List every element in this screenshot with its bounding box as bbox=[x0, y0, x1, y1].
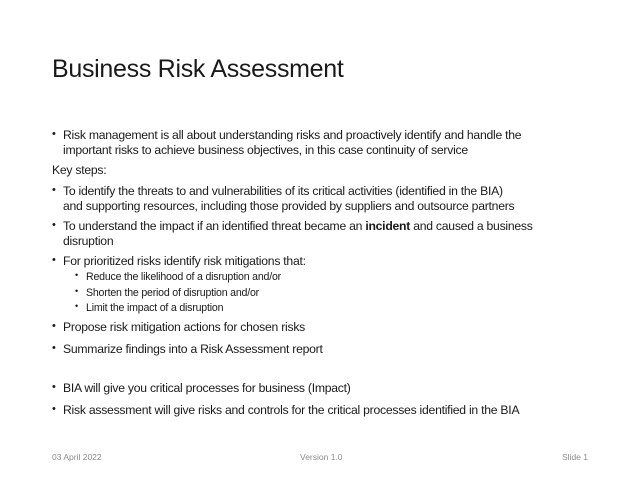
bullet-icon: • bbox=[52, 342, 56, 354]
sub-item: Shorten the period of disruption and/or bbox=[86, 287, 260, 299]
bullet-icon: • bbox=[52, 320, 56, 332]
step1-line-1: To identify the threats to and vulnerabilities of its critical activities (identified in the BIA) bbox=[63, 184, 503, 198]
key-steps-label: Key steps: bbox=[52, 163, 107, 177]
step4: Propose risk mitigation actions for chosen risks bbox=[63, 320, 306, 334]
step3: For prioritized risks identify risk mitigations that: bbox=[63, 254, 306, 268]
bullet-icon: • bbox=[75, 301, 79, 311]
footer-slide-number: Slide 1 bbox=[562, 452, 588, 462]
footer-version: Version 1.0 bbox=[300, 452, 343, 462]
footer-date: 03 April 2022 bbox=[52, 452, 102, 462]
step2-bold: incident bbox=[365, 219, 411, 233]
note1: BIA will give you critical processes for business (Impact) bbox=[63, 381, 351, 395]
bullet-icon: • bbox=[75, 270, 79, 280]
intro-line-1: Risk management is all about understanding risks and proactively identify and handle the bbox=[63, 128, 522, 142]
bullet-icon: • bbox=[52, 184, 56, 196]
step5: Summarize findings into a Risk Assessment report bbox=[63, 342, 323, 356]
step2-line-1 bbox=[63, 219, 533, 234]
intro-line-2: important risks to achieve business objectives, in this case continuity of service bbox=[63, 143, 468, 157]
note2: Risk assessment will give risks and controls for the critical processes identified in the BIA bbox=[63, 403, 520, 417]
slide-title: Business Risk Assessment bbox=[52, 55, 344, 83]
sub-item: Limit the impact of a disruption bbox=[86, 302, 224, 314]
bullet-icon: • bbox=[52, 403, 56, 415]
step2-pre: To understand the impact if an identified threat became an bbox=[63, 219, 366, 233]
sub-item: Reduce the likelihood of a disruption and/or bbox=[86, 271, 281, 283]
bullet-icon: • bbox=[52, 381, 56, 393]
bullet-icon: • bbox=[52, 254, 56, 266]
bullet-icon: • bbox=[52, 128, 56, 140]
step2-post: and caused a business bbox=[410, 219, 533, 233]
bullet-icon: • bbox=[52, 219, 56, 231]
step2-line-2: disruption bbox=[63, 234, 114, 248]
step1-line-2: and supporting resources, including those provided by suppliers and outsource partners bbox=[63, 199, 515, 213]
bullet-icon: • bbox=[75, 286, 79, 296]
